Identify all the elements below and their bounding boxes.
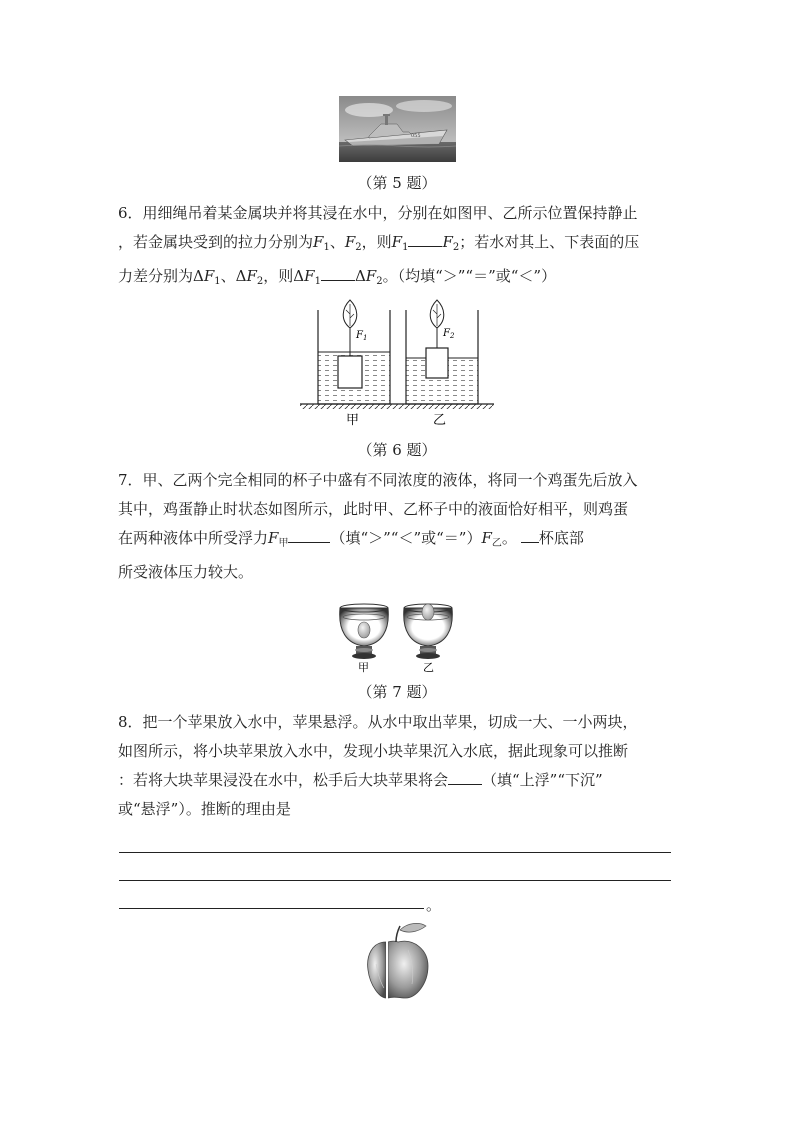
label-yi: 乙 <box>423 661 434 674</box>
q5-caption: （第 5 题） <box>357 174 437 192</box>
q6-caption: （第 6 题） <box>357 441 437 459</box>
label-f1: $F_1$ <box>356 330 368 342</box>
q8-blank-1[interactable] <box>448 766 482 785</box>
label-jia: 甲 <box>346 413 360 428</box>
answer-line-1[interactable] <box>119 852 671 853</box>
q6-text: 6．用细绳吊着某金属块并将其浸在水中，分别在如图甲、乙所示位置保持静止 ，若金属块受到的拉力分别为$F_1$、$F_2$，则$F_1$ $F_2$；若水对其上、下表面的压 力差分别为$\Delta F_1$、$\Delta F_2$，则$\Delta F_1$ $\Delta F_2$。（均填“＞”“＝”或“＜”） <box>118 204 640 287</box>
q7-figure <box>338 596 454 674</box>
beaker-yi <box>406 300 478 404</box>
hull-number: 055 <box>411 133 421 139</box>
answer-line-2[interactable] <box>119 880 671 881</box>
answer-line-3[interactable] <box>119 908 424 909</box>
label-f2: $F_2$ <box>443 328 455 340</box>
glass-jia <box>340 604 389 659</box>
glass-yi <box>404 604 453 659</box>
q7-caption: （第 7 题） <box>357 683 437 701</box>
q7-blank-2[interactable] <box>521 524 539 543</box>
q7-text: 7．甲、乙两个完全相同的杯子中盛有不同浓度的液体，将同一个鸡蛋先后放入 其中，鸡蛋静止时状态如图所示，此时甲、乙杯子中的液面恰好相平，则鸡蛋 在两种液体中所受浮力$F_甲$ （填“＞”“＜”或“$=”)F_乙$。 杯底部 所受液体压力较大。 <box>118 471 638 581</box>
q8-end-mark: 。 <box>426 896 442 914</box>
q6-blank-2[interactable] <box>321 262 355 281</box>
q7-blank-1[interactable] <box>288 524 330 543</box>
q6-line1: 6．用细绳吊着某金属块并将其浸在水中，分别在如图甲、乙所示位置保持静止 <box>118 204 638 222</box>
warship-photo <box>339 96 456 162</box>
label-jia: 甲 <box>358 661 369 674</box>
q8-text: 8．把一个苹果放入水中，苹果悬浮。从水中取出苹果，切成一大、一小两块， 如图所示，将小块苹果放入水中，发现小块苹果沉入水底，据此现象可以推断 ：若将大块苹果浸没在水中，松手后大块苹果将会 （填“上浮”“下沉” 或“悬浮”）。推断的理由是 <box>118 713 638 818</box>
apple-figure <box>364 920 432 1000</box>
q6-blank-1[interactable] <box>408 228 442 247</box>
label-yi: 乙 <box>433 413 447 428</box>
q6-figure <box>300 298 494 430</box>
beaker-jia <box>318 300 390 404</box>
